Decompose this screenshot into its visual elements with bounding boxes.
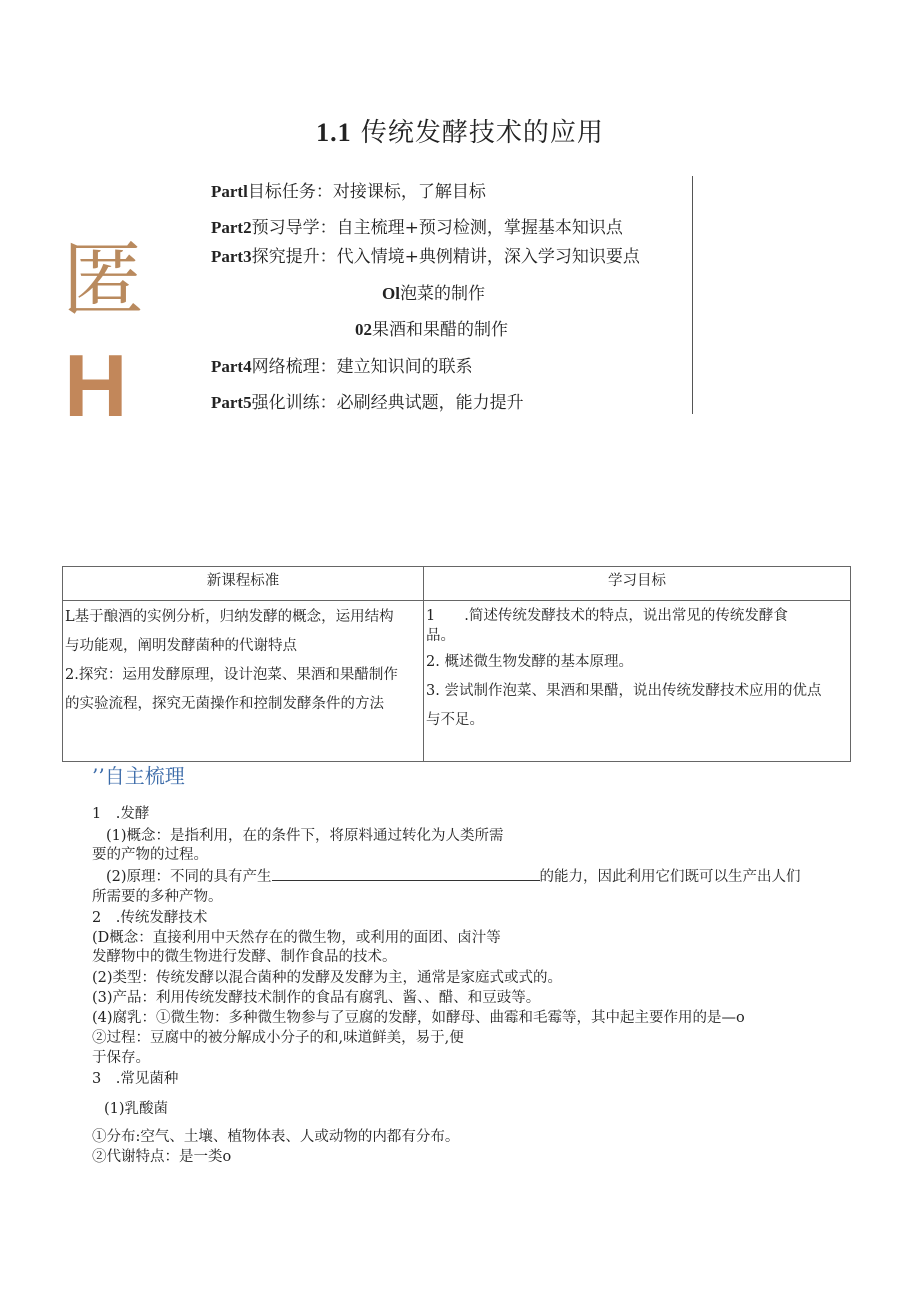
logo-char-1: 匿 [62, 233, 145, 328]
toc-subitem-02 [355, 315, 508, 340]
table-header: 学习目标 [424, 567, 851, 601]
title-text: 传统发酵技术的应用 [360, 118, 604, 148]
cell-line: 与不足。 [426, 712, 484, 728]
text-segment: (2)原理：不同的具有产生 [106, 869, 272, 885]
text-line: ①分布:空气、土壤、植物体表、人或动物的内都有分布。 [92, 1129, 460, 1145]
cell-line: L基于酿酒的实例分析，归纳发酵的概念，运用结构 [65, 609, 394, 625]
toc-part-label: Part2 [211, 218, 252, 237]
cell-line: 2. 概述微生物发酵的基本原理。 [426, 654, 633, 670]
text-line: (2)类型：传统发酵以混合菌种的发酵及发酵为主，通常是家庭式或式的。 [92, 970, 563, 986]
text-line: ②代谢特点：是一类o [92, 1149, 232, 1165]
text-line: (1)乳酸菌 [104, 1101, 169, 1117]
cell-line: 与功能观，阐明发酵菌种的代谢特点 [65, 638, 297, 654]
text-line: (1)概念：是指利用，在的条件下，将原料通过转化为人类所需 [106, 828, 504, 844]
cell-line: 2.探究：运用发酵原理，设计泡菜、果酒和果醋制作 [65, 667, 398, 683]
cell-line: 3. 尝试制作泡菜、果酒和果醋，说出传统发酵技术应用的优点 [426, 683, 822, 699]
text-line: 3 .常见菌种 [92, 1071, 179, 1087]
toc-part-label: 02 [355, 320, 372, 339]
text-line: 1 .发酵 [92, 806, 150, 822]
toc-item-text: 泡菜的制作 [399, 284, 485, 304]
text-line: 2 .传统发酵技术 [92, 910, 208, 926]
toc-item-part3 [211, 242, 640, 267]
toc-part-label: Partl [211, 182, 248, 201]
table-header-row [63, 567, 851, 601]
toc-item-part4 [211, 352, 473, 377]
cell-line: 的实验流程，探究无菌操作和控制发酵条件的方法 [65, 696, 384, 712]
title-number: 1.1 [316, 118, 352, 147]
table-row [63, 601, 851, 762]
toc-item-text: 网络梳理：建立知识间的联系 [251, 357, 473, 377]
toc-part-label: Part4 [211, 357, 252, 376]
logo-char-2: H [64, 336, 128, 435]
fill-in-blank [272, 866, 540, 881]
table-cell-standards [63, 601, 424, 762]
toc-part-label: Ol [382, 284, 400, 303]
standards-table [62, 566, 851, 762]
toc-part-label: Part3 [211, 247, 252, 266]
text-line: (3)产品：利用传统发酵技术制作的食品有腐乳、酱、、醋、和豆豉等。 [92, 990, 541, 1006]
toc-item-text: 目标任务：对接课标，了解目标 [247, 182, 486, 202]
toc-item-part1 [211, 177, 486, 202]
toc-item-text: 探究提升：代入情境+典例精讲，深入学习知识要点 [251, 247, 640, 267]
table-cell-objectives [424, 601, 851, 762]
toc-part-label: Part5 [211, 393, 252, 412]
toc-divider [692, 176, 693, 414]
toc-item-text: 预习导学：自主梳理+预习检测，掌握基本知识点 [251, 218, 623, 238]
toc-item-text: 果酒和果醋的制作 [372, 320, 508, 340]
text-line: (D概念：直接利用中天然存在的微生物，或利用的面团、卤汁等 [92, 930, 501, 946]
text-line: ②过程：豆腐中的被分解成小分子的和,味道鲜美，易于,便 [92, 1030, 464, 1046]
toc-item-text: 强化训练：必刷经典试题，能力提升 [251, 393, 524, 413]
page-title [0, 112, 920, 149]
text-line: 发酵物中的微生物进行发酵、制作食品的技术。 [92, 949, 397, 965]
section-heading: ’’自主梳理 [92, 764, 185, 788]
cell-line: 品。 [426, 628, 455, 644]
toc-item-part2 [211, 213, 623, 238]
text-line [106, 865, 801, 886]
text-line: 所需要的多种产物。 [92, 889, 223, 905]
cell-line: 1 .简述传统发酵技术的特点，说出常见的传统发酵食 [426, 608, 788, 624]
toc-item-part5 [211, 388, 524, 413]
toc-subitem-01 [382, 279, 485, 304]
text-segment: 的能力，因此利用它们既可以生产出人们 [539, 869, 801, 885]
text-line: 要的产物的过程。 [92, 847, 208, 863]
text-line: 于保存。 [92, 1050, 150, 1066]
text-line: (4)腐乳：①微生物：多种微生物参与了豆腐的发酵，如酵母、曲霉和毛霉等，其中起主要作用的是—o [92, 1010, 745, 1026]
table-header: 新课程标准 [63, 567, 424, 601]
